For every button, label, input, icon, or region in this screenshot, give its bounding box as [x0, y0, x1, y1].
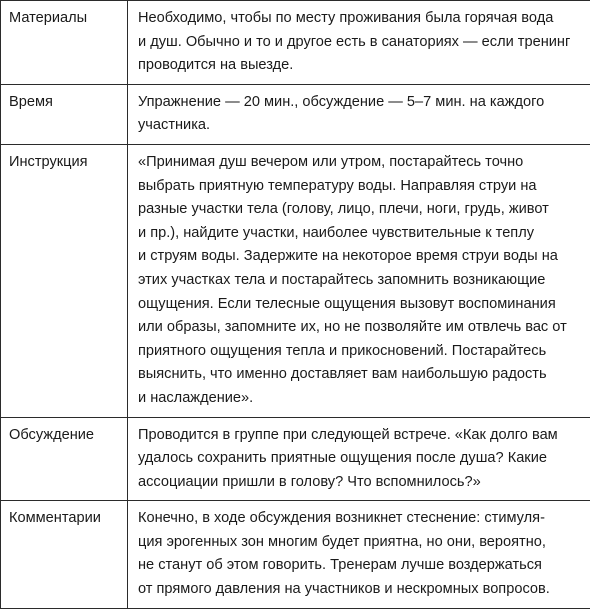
text-line: от прямого давления на участников и нескромных вопросов. [138, 578, 582, 602]
text-line: и наслаждение». [138, 387, 582, 411]
text-line: ассоциации пришли в голову? Что вспомнилось?» [138, 471, 582, 495]
text-line: Упражнение — 20 мин., обсуждение — 5–7 мин. на каждого [138, 91, 582, 115]
row-label-time: Время [1, 84, 128, 144]
text-line: «Принимая душ вечером или утром, постарайтесь точно [138, 151, 582, 175]
row-text-time [128, 84, 590, 144]
text-line: участника. [138, 114, 582, 138]
text-line: этих участках тела и постарайтесь запомнить возникающие [138, 269, 582, 293]
table-row-comments [1, 501, 590, 608]
text-line: и пр.), найдите участки, наиболее чувствительные к теплу [138, 222, 582, 246]
row-text-instruction [128, 144, 590, 417]
table-row-materials [1, 1, 590, 85]
text-line: удалось сохранить приятные ощущения после душа? Какие [138, 447, 582, 471]
text-line: Необходимо, чтобы по месту проживания была горячая вода [138, 7, 582, 31]
text-line: выбрать приятную температуру воды. Направляя струи на [138, 175, 582, 199]
table-row-time [1, 84, 590, 144]
row-text-discussion [128, 417, 590, 501]
text-line: проводится на выезде. [138, 54, 582, 78]
text-line: приятного ощущения тепла и прикосновений. Постарайтесь [138, 340, 582, 364]
text-line: Проводится в группе при следующей встрече. «Как долго вам [138, 424, 582, 448]
text-line: разные участки тела (голову, лицо, плечи, ноги, грудь, живот [138, 198, 582, 222]
row-label-materials: Материалы [1, 1, 128, 85]
table-row-instruction [1, 144, 590, 417]
row-label-discussion: Обсуждение [1, 417, 128, 501]
text-line: выяснить, что именно доставляет вам наибольшую радость [138, 363, 582, 387]
text-line: Конечно, в ходе обсуждения возникнет стеснение: стимуля- [138, 507, 582, 531]
row-text-materials [128, 1, 590, 85]
text-line: или образы, запомните их, но не позволяйте им отвлечь вас от [138, 316, 582, 340]
table-row-discussion [1, 417, 590, 501]
row-label-comments: Комментарии [1, 501, 128, 608]
text-line: ощущения. Если телесные ощущения вызовут воспоминания [138, 293, 582, 317]
text-line: ция эрогенных зон многим будет приятна, но они, вероятно, [138, 531, 582, 555]
row-text-comments [128, 501, 590, 608]
text-line: не станут об этом говорить. Тренерам лучше воздержаться [138, 554, 582, 578]
row-label-instruction: Инструкция [1, 144, 128, 417]
text-line: и душ. Обычно и то и другое есть в санаториях — если тренинг [138, 31, 582, 55]
text-line: и струям воды. Задержите на некоторое время струи воды на [138, 245, 582, 269]
